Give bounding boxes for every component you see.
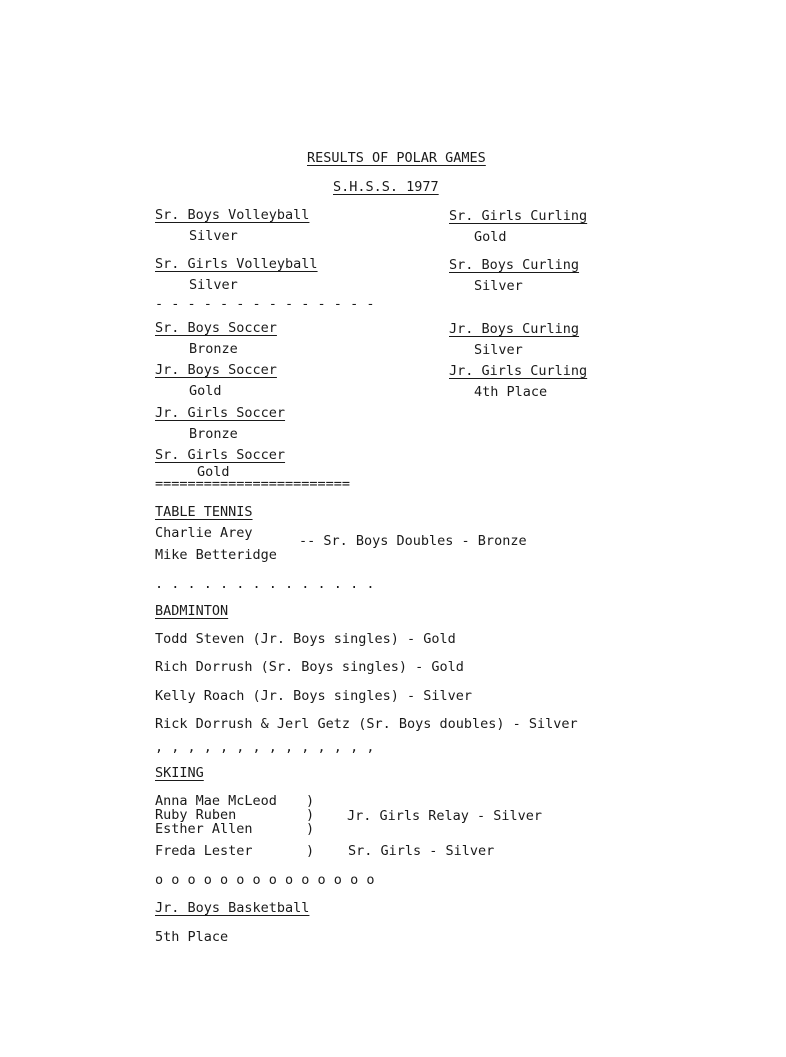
table-tennis-result: -- Sr. Boys Doubles - Bronze bbox=[299, 533, 527, 549]
equals-separator: ======================== bbox=[155, 476, 351, 492]
section-heading-skiing: SKIING bbox=[155, 765, 204, 781]
event-result: Gold bbox=[197, 464, 230, 480]
event-name: Sr. Girls Curling bbox=[449, 208, 588, 224]
badminton-result: Kelly Roach (Jr. Boys singles) - Silver bbox=[155, 688, 472, 704]
player-name: Mike Betteridge bbox=[155, 547, 277, 563]
section-heading-table-tennis: TABLE TENNIS bbox=[155, 504, 253, 520]
event-name: Jr. Girls Soccer bbox=[155, 405, 286, 421]
player-name: Charlie Arey bbox=[155, 525, 253, 541]
dots-separator: . . . . . . . . . . . . . . bbox=[155, 576, 375, 592]
dash-separator: - - - - - - - - - - - - - - bbox=[155, 296, 375, 312]
event-name: Jr. Boys Curling bbox=[449, 321, 580, 337]
event-result: Bronze bbox=[189, 341, 238, 357]
relay-result: Jr. Girls Relay - Silver bbox=[347, 808, 543, 824]
event-name: Sr. Boys Soccer bbox=[155, 320, 277, 336]
skier-name: Ruby Ruben bbox=[155, 807, 237, 823]
event-name: Jr. Boys Soccer bbox=[155, 362, 277, 378]
page-subtitle: S.H.S.S. 1977 bbox=[333, 179, 439, 195]
basketball-result: 5th Place bbox=[155, 929, 229, 945]
circles-separator: o o o o o o o o o o o o o o bbox=[155, 872, 375, 888]
page-title: RESULTS OF POLAR GAMES bbox=[307, 150, 486, 166]
bracket-mark: ) bbox=[306, 843, 315, 859]
event-name: Sr. Girls Soccer bbox=[155, 447, 286, 463]
event-result: 4th Place bbox=[474, 384, 548, 400]
event-result: Gold bbox=[474, 229, 507, 245]
badminton-result: Todd Steven (Jr. Boys singles) - Gold bbox=[155, 631, 456, 647]
section-heading-basketball: Jr. Boys Basketball bbox=[155, 900, 310, 916]
badminton-result: Rich Dorrush (Sr. Boys singles) - Gold bbox=[155, 659, 464, 675]
event-result: Gold bbox=[189, 383, 222, 399]
event-name: Jr. Girls Curling bbox=[449, 363, 588, 379]
bracket-mark: ) bbox=[306, 821, 315, 837]
event-name: Sr. Boys Volleyball bbox=[155, 207, 310, 223]
commas-separator: , , , , , , , , , , , , , , bbox=[155, 739, 375, 755]
event-result: Silver bbox=[189, 277, 238, 293]
bracket-mark: ) bbox=[306, 807, 315, 823]
solo-result: Sr. Girls - Silver bbox=[348, 843, 495, 859]
event-result: Silver bbox=[474, 278, 523, 294]
event-result: Silver bbox=[189, 228, 238, 244]
bracket-mark: ) bbox=[306, 793, 315, 809]
badminton-result: Rick Dorrush & Jerl Getz (Sr. Boys doubles) - Silver bbox=[155, 716, 578, 732]
skier-name: Esther Allen bbox=[155, 821, 253, 837]
event-result: Bronze bbox=[189, 426, 238, 442]
event-result: Silver bbox=[474, 342, 523, 358]
event-name: Sr. Boys Curling bbox=[449, 257, 580, 273]
skier-name: Freda Lester bbox=[155, 843, 253, 859]
section-heading-badminton: BADMINTON bbox=[155, 603, 229, 619]
event-name: Sr. Girls Volleyball bbox=[155, 256, 318, 272]
skier-name: Anna Mae McLeod bbox=[155, 793, 277, 809]
